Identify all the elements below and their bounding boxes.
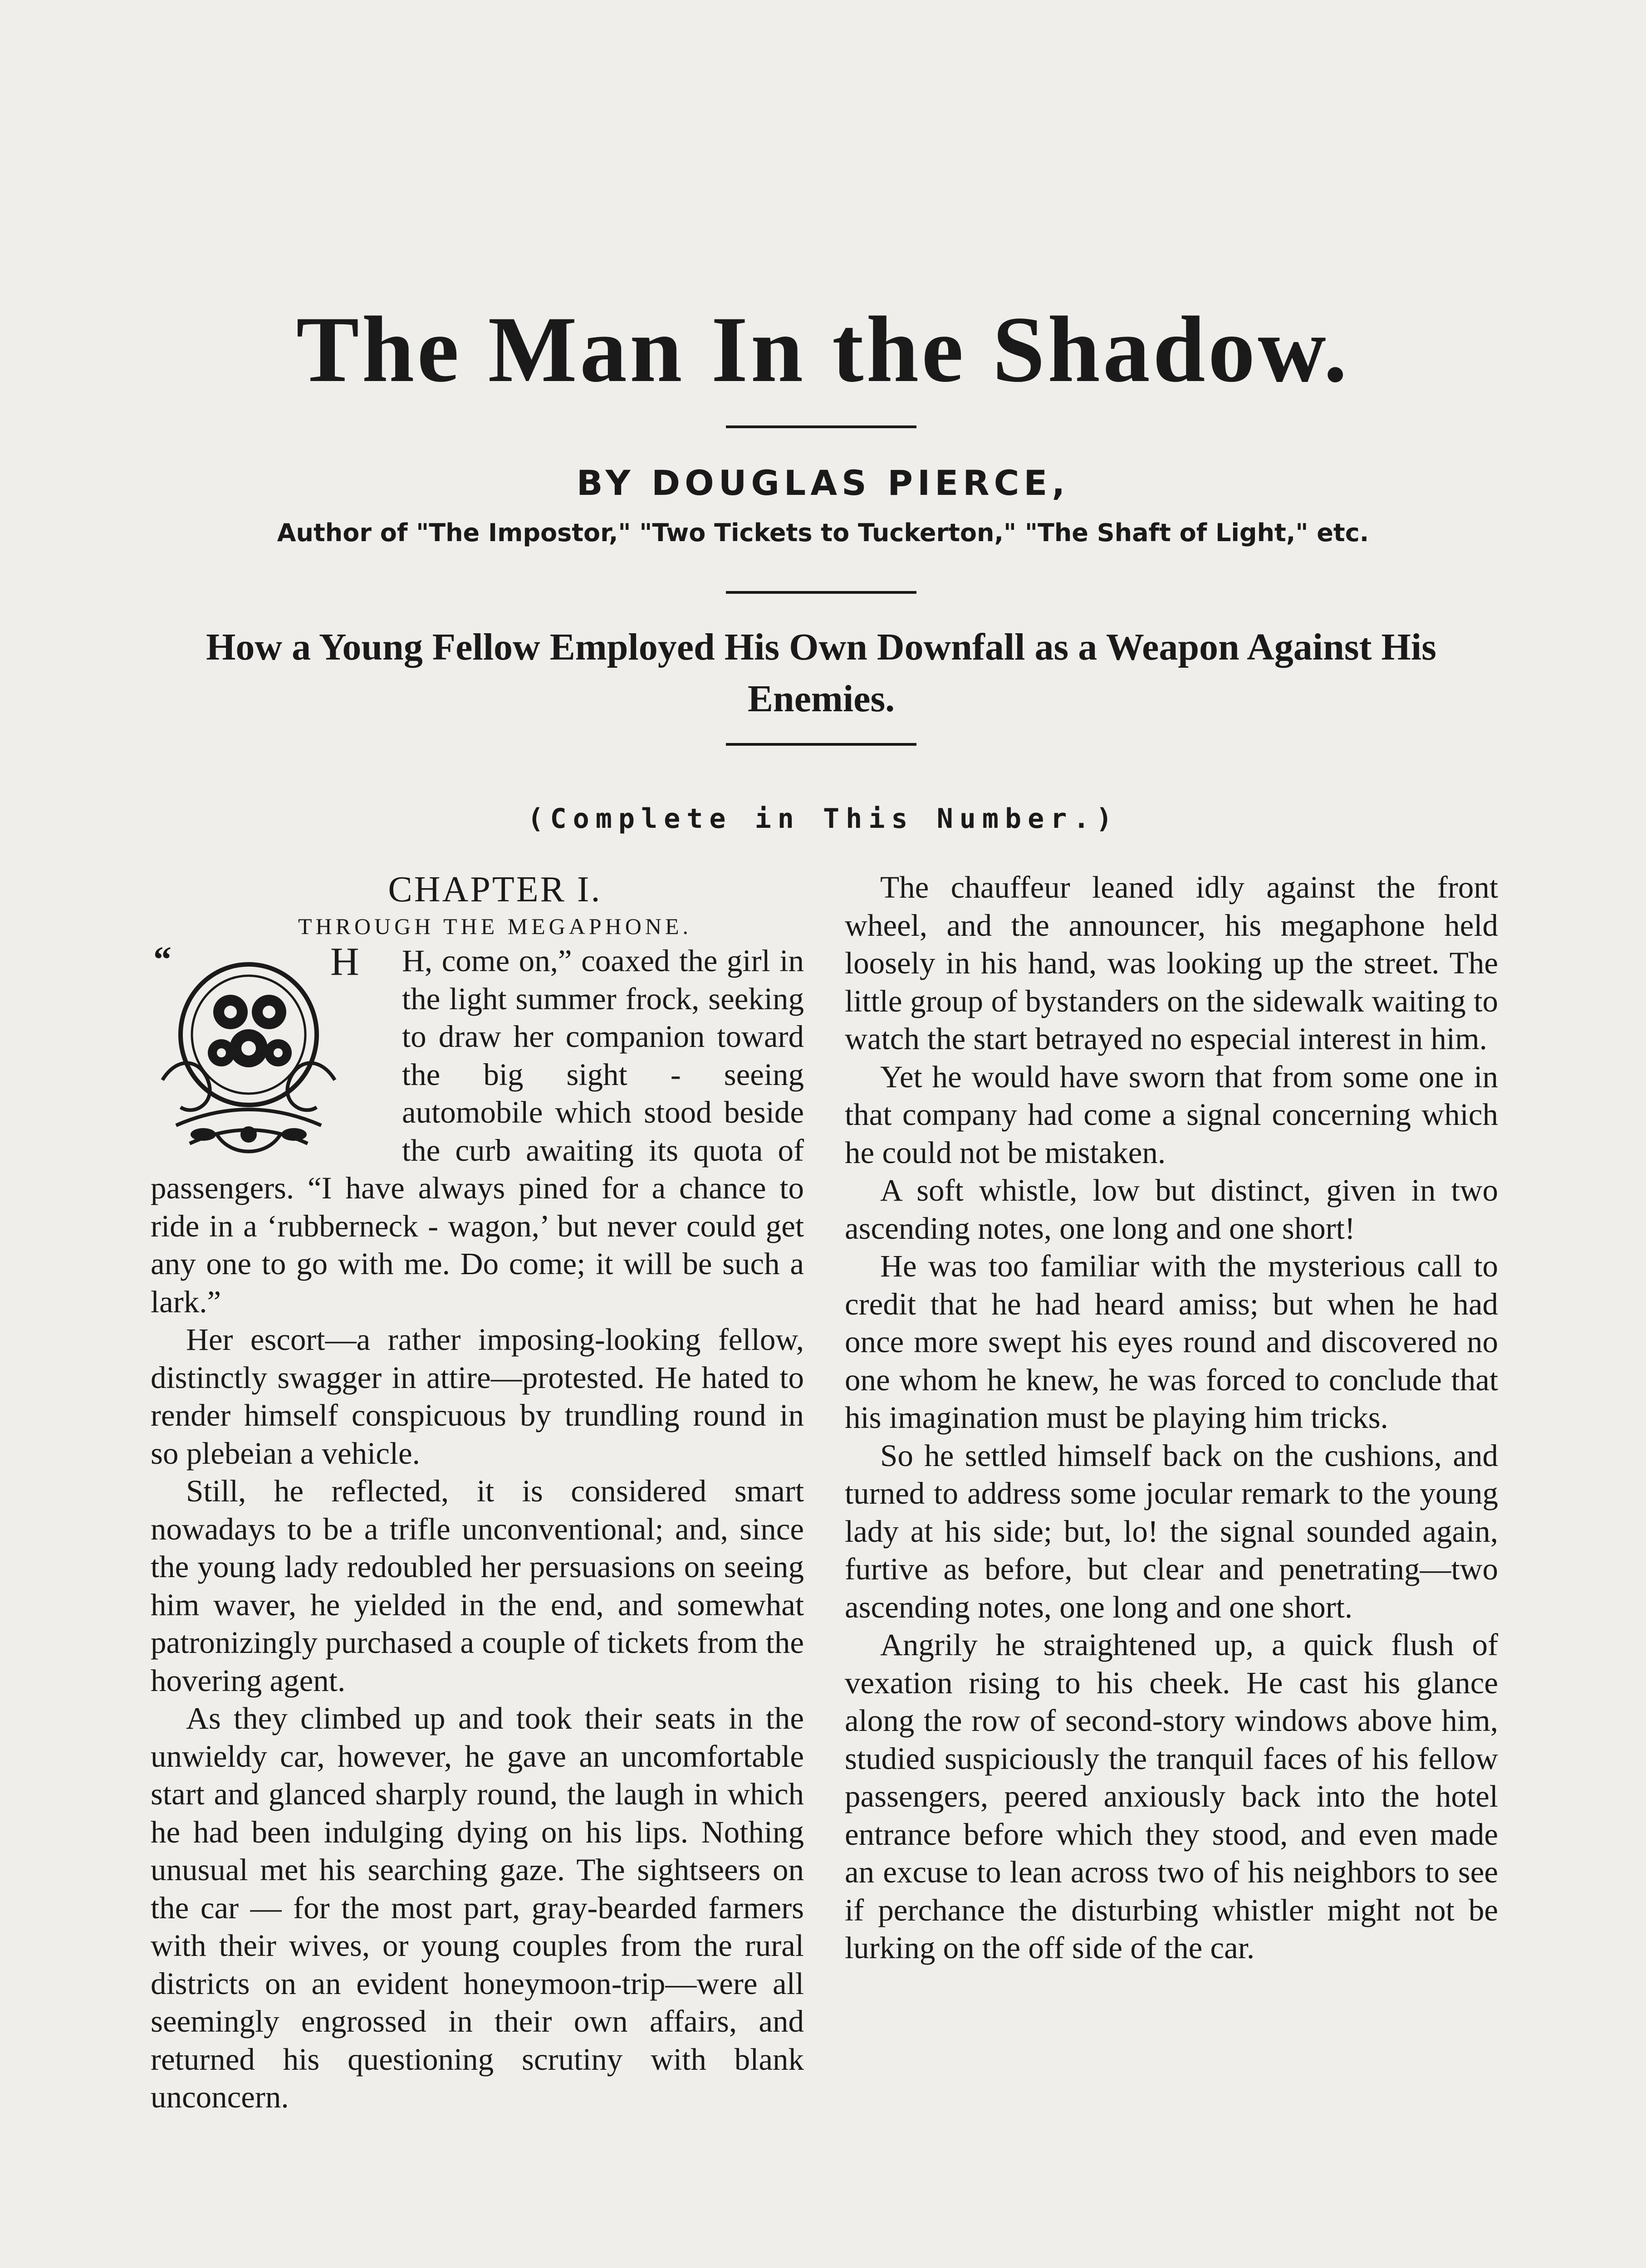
paragraph: As they climbed up and took their seats in the unwieldy car, however, he gave an uncomfortable start and glanced sharply round, the laugh in which he had been indulging dying on his lips. Nothing unusual met his searching gaze. The sightseers on the car — for the most part, gray-bearded farmers with their wives, or young couples from the rural districts on an evident honeymoon-trip—were all seemingly engrossed in their own affairs, and returned his questioning scrutiny with blank unconcern.	[151, 1701, 804, 2114]
floral-ornament-icon	[151, 944, 339, 1157]
right-column	[845, 869, 1498, 2268]
paragraph: A soft whistle, low but distinct, given in two ascending notes, one long and one short!	[845, 1173, 1498, 1246]
paragraph: So he settled himself back on the cushions, and turned to address some jocular remark to the young lady at his side; but, lo! the signal sounded again, furtive as before, but clear and penetrating—two ascending notes, one long and one short.	[845, 1438, 1498, 1624]
author-credits: Author of "The Impostor," "Two Tickets to Tuckerton," "The Shaft of Light," etc.	[277, 518, 1369, 547]
title-divider	[726, 425, 916, 428]
subtitle-divider	[726, 743, 916, 746]
drop-cap-quote: “	[153, 940, 171, 980]
chapter-subheading: THROUGH THE MEGAPHONE.	[298, 914, 692, 939]
paragraph: Her escort—a rather imposing-looking fellow, distinctly swagger in attire—protested. He hated to render himself conspicuous by trundling round in so plebeian a vehicle.	[151, 1322, 804, 1471]
byline-divider	[726, 591, 916, 594]
paragraph: The chauffeur leaned idly against the front wheel, and the announcer, his megaphone held loosely in his hand, was looking up the street. The little group of bystanders on the sidewalk waiting to watch the start betrayed no especial interest in him.	[845, 870, 1498, 1056]
chapter-heading: CHAPTER I.	[388, 870, 602, 909]
byline: BY DOUGLAS PIERCE,	[576, 463, 1070, 503]
paragraph: Yet he would have sworn that from some one in that company had come a signal concerning which he could not be mistaken.	[845, 1059, 1498, 1170]
paragraph: H, come on,” coaxed the girl in the light summer frock, seeking to draw her companion toward the big sight - seeing automobile which stood beside the curb awaiting its quota of passengers. “I have always pined for a chance to ride in a ‘rubberneck - wagon,’ but never could get any one to go with me. Do come; it will be such a lark.”	[151, 943, 804, 1319]
complete-note: (Complete in This Number.)	[527, 803, 1119, 835]
story-title: The Man In the Shadow.	[296, 297, 1350, 401]
ornamental-drop-cap	[151, 940, 394, 1157]
story-subtitle: How a Young Fellow Employed His Own Downfall as a Weapon Against His Enemies.	[206, 626, 1436, 720]
paragraph: Still, he reflected, it is considered smart nowadays to be a trifle unconventional; and, since the young lady redoubled her persuasions on seeing him waver, he yielded in the end, and somewhat patronizingly purchased a couple of tickets from the hovering agent.	[151, 1474, 804, 1698]
drop-cap-letter: H	[330, 940, 359, 984]
paragraph: Angrily he straightened up, a quick flush of vexation rising to his cheek. He cast his glance along the row of second-story windows above him, studied suspiciously the tranquil faces of his fellow passengers, peered anxiously back into the hotel entrance before which they stood, and even made an excuse to lean across two of his neighbors to see if perchance the disturbing whistler might not be lurking on the off side of the car.	[845, 1628, 1498, 1965]
paragraph: He was too familiar with the mysterious call to credit that he had heard amiss; but when he had once more swept his eyes round and discovered no one whom he knew, he was forced to conclude that his imagination must be playing him tricks.	[845, 1249, 1498, 1435]
left-column	[151, 869, 804, 2268]
